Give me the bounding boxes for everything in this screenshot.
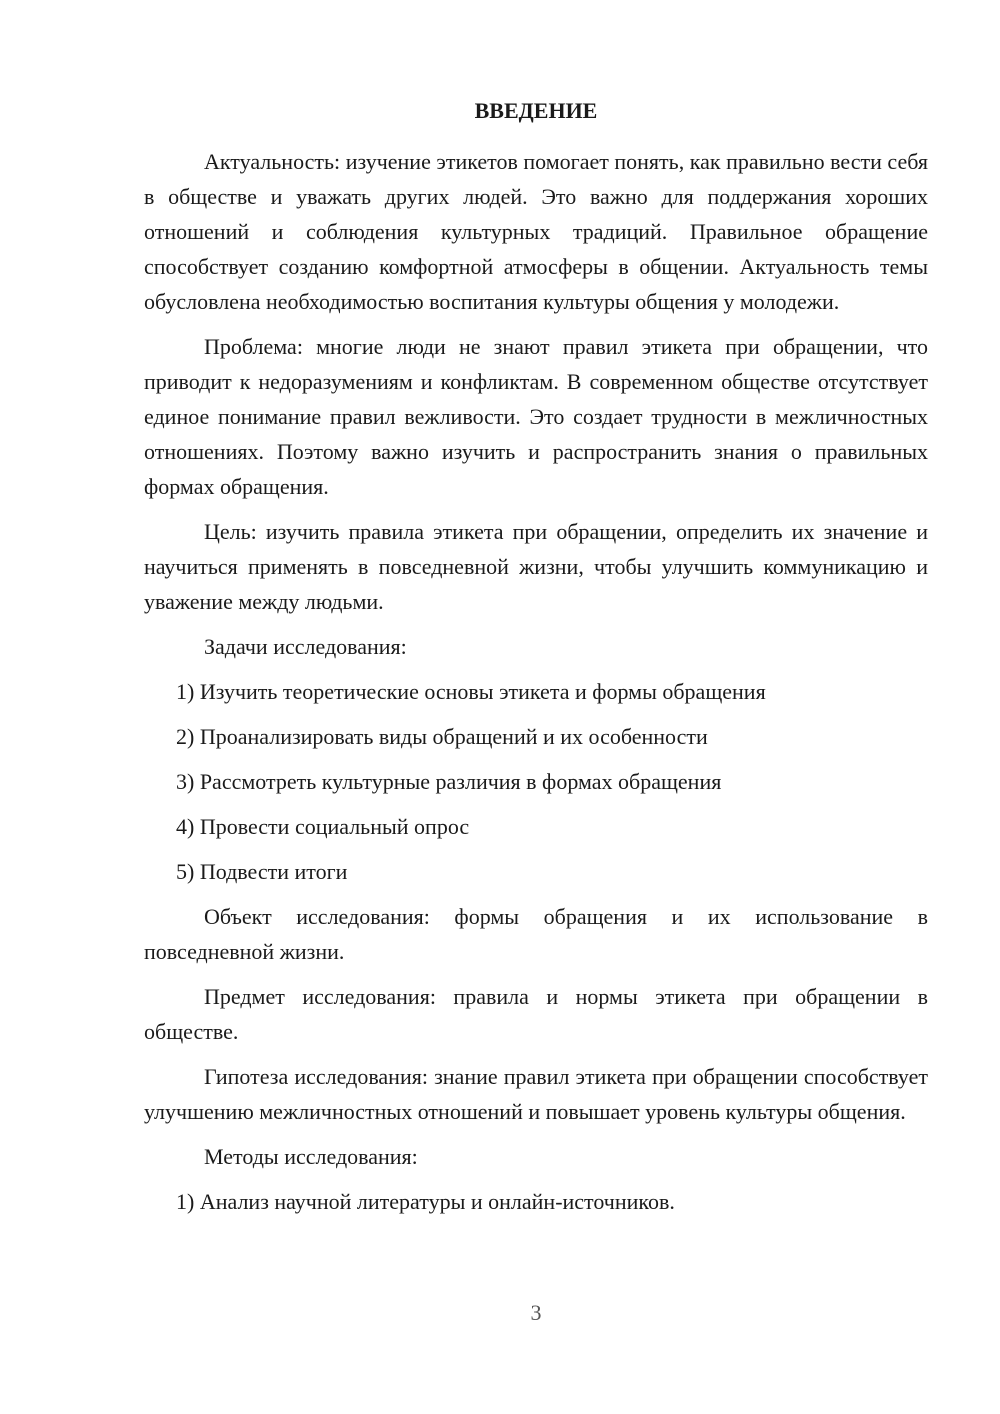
method-item: 1) Анализ научной литературы и онлайн-источников. xyxy=(176,1189,675,1214)
task-item: 5) Подвести итоги xyxy=(176,859,348,884)
tasks-list xyxy=(144,674,928,889)
task-item: 2) Проанализировать виды обращений и их особенности xyxy=(176,724,708,749)
relevance-paragraph: Актуальность: изучение этикетов помогает понять, как правильно вести себя в обществе и уважать других людей. Это важно для поддержания хороших отношений и соблюдения культурных традиций. Правильное обращение способствует созданию комфортной атмосферы в общении. Актуальность темы обусловлена необходимостью воспитания культуры общения у молодежи. xyxy=(144,149,928,314)
methods-heading: Методы исследования: xyxy=(204,1144,418,1169)
problem-paragraph: Проблема: многие люди не знают правил этикета при обращении, что приводит к недоразумениям и конфликтам. В современном обществе отсутствует единое понимание правил вежливости. Это создает трудности в межличностных отношениях. Поэтому важно изучить и распространить знания о правильных формах обращения. xyxy=(144,334,928,499)
page-title: ВВЕДЕНИЕ xyxy=(474,98,598,123)
page-number: 3 xyxy=(530,1300,542,1325)
goal-paragraph: Цель: изучить правила этикета при обращении, определить их значение и научиться применять в повседневной жизни, чтобы улучшить коммуникацию и уважение между людьми. xyxy=(144,519,928,614)
document-page xyxy=(144,96,928,1229)
object-paragraph: Объект исследования: формы обращения и их использование в повседневной жизни. xyxy=(144,904,928,964)
task-item: 3) Рассмотреть культурные различия в формах обращения xyxy=(176,769,722,794)
subject-paragraph: Предмет исследования: правила и нормы этикета при обращении в обществе. xyxy=(144,984,928,1044)
task-item: 1) Изучить теоретические основы этикета и формы обращения xyxy=(176,679,766,704)
tasks-heading: Задачи исследования: xyxy=(204,634,407,659)
hypothesis-paragraph: Гипотеза исследования: знание правил этикета при обращении способствует улучшению межличностных отношений и повышает уровень культуры общения. xyxy=(144,1064,928,1124)
task-item: 4) Провести социальный опрос xyxy=(176,814,470,839)
methods-list xyxy=(144,1184,928,1219)
